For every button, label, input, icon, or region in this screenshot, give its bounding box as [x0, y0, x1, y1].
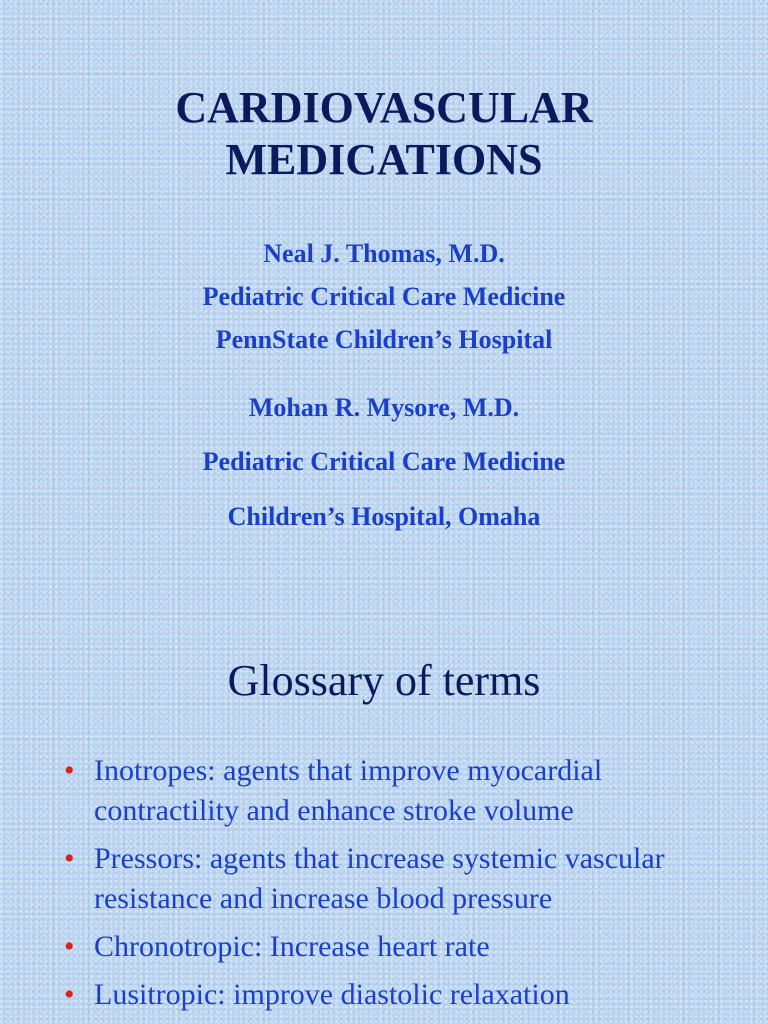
bullet-icon: • [64, 978, 75, 1011]
glossary-item-lusitropic [64, 975, 704, 1015]
glossary-item-text: Lusitropic: improve diastolic relaxation [94, 978, 570, 1011]
title-line-1: CARDIOVASCULAR [175, 83, 593, 132]
bullet-icon: • [64, 930, 75, 963]
title-line-2: MEDICATIONS [225, 135, 543, 184]
bullet-icon: • [64, 754, 75, 787]
glossary-item-chronotropic [64, 927, 704, 967]
glossary-item-pressors [64, 839, 704, 919]
glossary-slide [0, 625, 768, 1024]
glossary-item-text: Pressors: agents that increase systemic vascular resistance and increase blood pressure [94, 842, 665, 915]
bullet-icon: • [64, 842, 75, 875]
author-2-department: Pediatric Critical Care Medicine [202, 447, 566, 476]
glossary-item-text: Chronotropic: Increase heart rate [94, 930, 490, 963]
author-1-name: Neal J. Thomas, M.D. [263, 239, 505, 268]
slide-title [0, 82, 768, 186]
glossary-list [64, 751, 704, 1023]
glossary-item-inotropes [64, 751, 704, 831]
author-1-institution: PennState Children’s Hospital [215, 325, 553, 354]
glossary-title: Glossary of terms [227, 656, 541, 705]
author-1-department: Pediatric Critical Care Medicine [202, 282, 566, 311]
author-2-name: Mohan R. Mysore, M.D. [248, 393, 520, 422]
author-2-institution: Children’s Hospital, Omaha [227, 502, 541, 531]
glossary-item-text: Inotropes: agents that improve myocardial contractility and enhance stroke volume [94, 754, 603, 827]
